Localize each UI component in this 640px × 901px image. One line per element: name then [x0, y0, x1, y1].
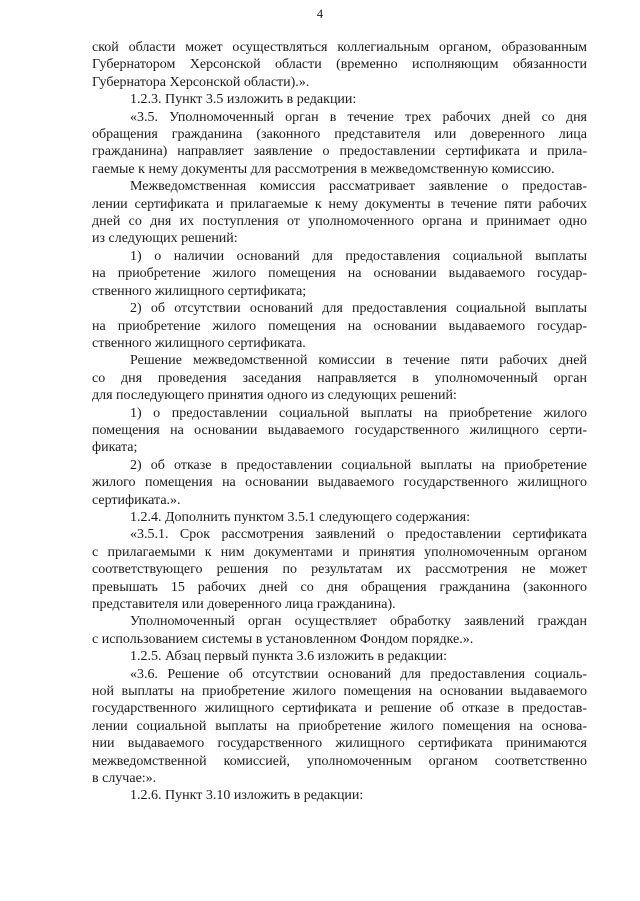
paragraph-p8 [92, 405, 587, 457]
text-line: Уполномоченный орган осуществляет обработку заявлений граждан [130, 614, 587, 630]
text-line: ственного жилищного сертификата; [92, 283, 307, 299]
text-line: «3.6. Решение об отсутствии оснований для предоставления социаль- [130, 666, 587, 682]
text-line: 1) о предоставлении социальной выплаты на приобретение жилого [130, 405, 587, 421]
text-line: соответствующего решения по результатам их рассмотрения не может [92, 562, 587, 578]
text-line: представителя или доверенного лица гражданина). [92, 597, 396, 612]
text-line: лении социальной выплаты на приобретение жилого помещения на основа- [92, 718, 587, 734]
paragraph-p12 [92, 613, 587, 648]
paragraph-p14 [92, 666, 587, 788]
text-line: 1) о наличии оснований для предоставления социальной выплаты [130, 248, 587, 264]
text-line: ной выплаты на приобретение жилого помещения на основании выдаваемого [92, 684, 587, 700]
text-line: нии выдаваемого государственного жилищного сертификата принимаются [92, 736, 587, 752]
text-line: Губернатором Херсонской области (временно исполняющим обязанности [92, 57, 587, 73]
text-line: помещения на основании выдаваемого государственного жилищного серти- [92, 422, 587, 438]
text-line: со дня проведения заседания направляется в уполномоченный орган [92, 370, 587, 386]
text-line: превышать 15 рабочих дней со дня обращения гражданина (законного [92, 579, 587, 595]
paragraph-p4 [92, 178, 587, 248]
paragraph-p11 [92, 526, 587, 613]
text-line: сертификата.». [92, 492, 181, 508]
text-line: 1.2.3. Пункт 3.5 изложить в редакции: [130, 92, 357, 108]
paragraph-p1 [92, 39, 587, 91]
text-line: лении сертификата и прилагаемые к нему документы в течение пяти рабочих [92, 196, 587, 212]
text-line: 1.2.4. Дополнить пунктом 3.5.1 следующего содержания: [130, 509, 471, 525]
text-line: дней со дня их поступления от уполномоченного органа и принимает одно [92, 214, 587, 230]
text-line: обращения гражданина (законного представителя или доверенного лица [92, 127, 587, 143]
text-line: с использованием системы в установленном Фондом порядке.». [92, 631, 474, 647]
text-line: жилого помещения на основании выдаваемого государственного жилищного [92, 475, 587, 491]
paragraph-p10 [92, 509, 587, 526]
paragraph-p15 [92, 787, 587, 804]
page-number: 4 [316, 7, 324, 21]
text-line: Губернатора Херсонской области).». [92, 74, 310, 90]
text-line: «3.5. Уполномоченный орган в течение трех рабочих дней со дня [130, 109, 587, 125]
text-line: гражданина) направляет заявление о предоставлении сертификата и прила- [92, 144, 587, 160]
text-line: фиката; [92, 440, 138, 456]
text-line: в случае:». [92, 771, 157, 787]
text-line: 1.2.5. Абзац первый пункта 3.6 изложить в редакции: [130, 649, 448, 665]
paragraph-p7 [92, 352, 587, 404]
text-line: ственного жилищного сертификата. [92, 335, 306, 351]
paragraph-p5 [92, 248, 587, 300]
text-line: 1.2.6. Пункт 3.10 изложить в редакции: [130, 788, 364, 804]
text-line: 2) об отсутствии оснований для предоставления социальной выплаты [130, 301, 587, 317]
text-line: для последующего принятия одного из следующих решений: [92, 388, 457, 404]
paragraph-p13 [92, 648, 587, 665]
text-line: 2) об отказе в предоставлении социальной выплаты на приобретение [130, 457, 587, 473]
paragraph-p2 [92, 91, 587, 108]
text-line: гаемые к нему документы для рассмотрения в межведомственную комиссию. [92, 161, 555, 177]
text-line: Межведомственная комиссия рассматривает заявление о предостав- [130, 179, 587, 195]
text-line: из следующих решений: [92, 231, 238, 247]
document-body [92, 39, 587, 805]
text-line: государственного жилищного сертификата и решение об отказе в предостав- [92, 701, 587, 717]
paragraph-p3 [92, 109, 587, 179]
text-line: на приобретение жилого помещения на основании выдаваемого государ- [92, 266, 587, 282]
paragraph-p9 [92, 457, 587, 509]
paragraph-p6 [92, 300, 587, 352]
text-line: ской области может осуществляться коллегиальным органом, образованным [92, 40, 587, 55]
text-line: на приобретение жилого помещения на основании выдаваемого государ- [92, 318, 587, 334]
text-line: межведомственной комиссией, уполномоченным органом соответственно [92, 753, 587, 769]
text-line: с прилагаемыми к ним документами и принятия уполномоченным органом [92, 544, 587, 560]
text-line: «3.5.1. Срок рассмотрения заявлений о предоставлении сертификата [130, 527, 587, 543]
text-line: Решение межведомственной комиссии в течение пяти рабочих дней [130, 353, 587, 369]
